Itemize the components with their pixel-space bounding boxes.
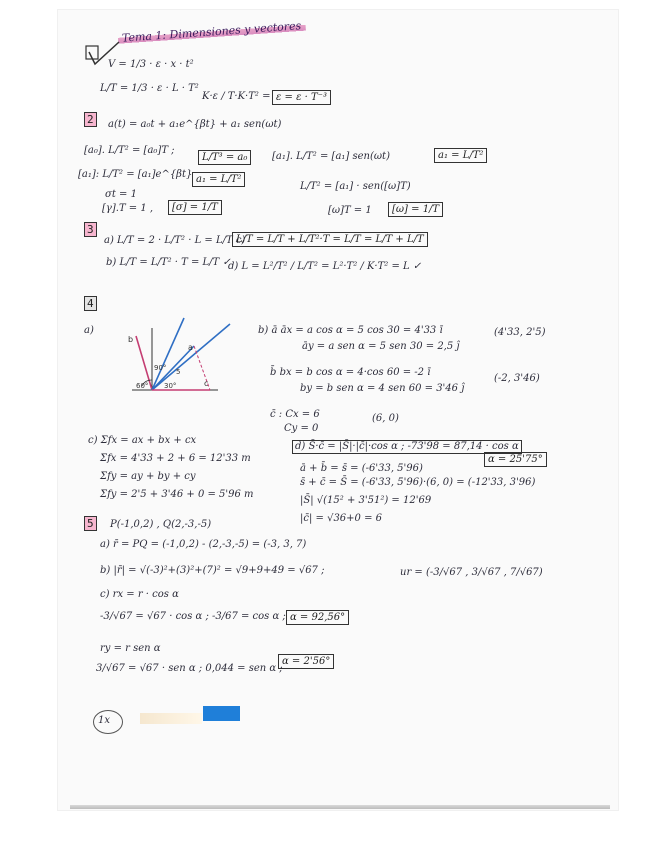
p4-b-result-2: (-2, 3'46) xyxy=(494,373,540,384)
problem-4-number: 4 xyxy=(84,296,97,311)
p4-d-line-3: s̄ + c̄ = S̄ = (-6'33, 5'96)·(6, 0) = (-12'33, 3'96) xyxy=(300,477,536,488)
p4-c-line-2: Σfx = 4'33 + 2 + 6 = 12'33 m xyxy=(100,453,251,464)
p2-box-5: [ω] = 1/T xyxy=(388,202,443,217)
p2-line-4: σt = 1 xyxy=(105,189,137,200)
vector-far-arrow xyxy=(152,324,230,390)
p2-line-5: [γ].T = 1 , xyxy=(102,203,154,214)
p5-header: P(-1,0,2) , Q(2,-3,-5) xyxy=(110,519,212,530)
p4-b-line-1: b) ā āx = a cos α = 5 cos 30 = 4'33 ī xyxy=(258,325,443,336)
label-90: 90° xyxy=(154,364,167,372)
label-5: 5 xyxy=(176,368,181,376)
p1-eq-2: L/T = 1/3 · ε · L · T² xyxy=(100,83,199,94)
p1-eq-1: V = 1/3 · ε · x · t² xyxy=(108,59,194,70)
p2-box-3: a₁ = L/T² xyxy=(192,172,245,187)
p2-line-6: L/T² = [a₁] · sen([ω]T) xyxy=(300,181,411,192)
p5-part-c-1: c) rx = r · cos α xyxy=(100,589,179,600)
p2-line-1: [a₀]. L/T² = [a₀]T ; xyxy=(84,145,175,156)
p2-line-3: [a₁]: L/T² = [a₁]e^{βt} xyxy=(78,169,193,180)
p4-d-answer: α = 25'75° xyxy=(484,452,547,467)
p4-c-line-4: Σfy = 2'5 + 3'46 + 0 = 5'96 m xyxy=(100,489,254,500)
p4-b-line-6: Cy = 0 xyxy=(284,423,319,434)
p4-c-result: (6, 0) xyxy=(372,413,399,424)
p4-d-line-2: ā + b̄ = s̄ = (-6'33, 5'96) xyxy=(300,463,423,474)
p4-d-line-4: |S̄| √(15² + 3'51²) = 12'69 xyxy=(300,495,432,506)
blue-sticker xyxy=(203,706,240,721)
p1-answer: ε = ε · T⁻³ xyxy=(272,90,331,105)
notebook-page xyxy=(58,10,618,810)
p5-answer-2: α = 2'56° xyxy=(278,654,334,669)
tape-sticker xyxy=(140,713,202,724)
p3-line-d: d) L = L²/T² / L/T² = L²·T² / K·T² = L ✓ xyxy=(228,261,422,272)
p2-equation: a(t) = a₀t + a₁e^{βt} + a₁ sen(ωt) xyxy=(108,119,282,130)
p2-box-1: L/T³ = a₀ xyxy=(198,150,251,165)
p5-part-a: a) r̄ = PQ = (-1,0,2) - (2,-3,-5) = (-3, 3, 7) xyxy=(100,539,307,550)
p5-part-c-3: ry = r sen α xyxy=(100,643,161,654)
p5-unit-vector: ur = (-3/√67 , 3/√67 , 7/√67) xyxy=(400,567,543,578)
vector-mid-arrow xyxy=(152,318,184,390)
p5-part-c-2: -3/√67 = √67 · cos α ; -3/67 = cos α ; xyxy=(100,611,286,622)
score-mark: 1x xyxy=(98,715,111,726)
p3-line-a: a) L/T = 2 · L/T² · L = L/T c) xyxy=(104,235,246,246)
label-c: c xyxy=(204,379,209,388)
p5-part-b: b) |r̄| = √(-3)²+(3)²+(7)² = √9+9+49 = √67 ; xyxy=(100,565,325,576)
p5-part-c-4: 3/√67 = √67 · sen α ; 0,044 = sen α ; xyxy=(96,663,283,674)
p1-eq-3: K·ε / T·K·T² = xyxy=(202,91,271,102)
vector-diagram xyxy=(118,310,248,410)
problem-2-number: 2 xyxy=(84,112,97,127)
page-bottom-edge xyxy=(70,805,610,809)
p4-c-line-3: Σfy = ay + by + cy xyxy=(100,471,196,482)
p4-part-a: a) xyxy=(84,325,94,336)
p4-b-result-1: (4'33, 2'5) xyxy=(494,327,546,338)
problem-3-number: 3 xyxy=(84,222,97,237)
p2-line-2: [a₁]. L/T² = [a₁] sen(ωt) xyxy=(272,151,390,162)
p2-box-2: a₁ = L/T² xyxy=(434,148,487,163)
label-a: a xyxy=(188,343,193,352)
label-30: 30° xyxy=(164,382,177,390)
p3-line-b: b) L/T = L/T² · T = L/T ✓ xyxy=(106,257,231,268)
p4-b-line-2: āy = a sen α = 5 sen 30 = 2,5 ĵ xyxy=(302,341,460,352)
p2-box-4: [σ] = 1/T xyxy=(168,200,222,215)
label-60: 60° xyxy=(136,382,149,390)
page-title: Tema 1: Dimensiones y vectores xyxy=(118,19,306,45)
p4-b-line-3: b̄ bx = b cos α = 4·cos 60 = -2 ī xyxy=(270,367,431,378)
label-b: b xyxy=(128,335,134,344)
p4-b-line-5: c̄ : Cx = 6 xyxy=(270,409,320,420)
p5-answer-1: α = 92,56° xyxy=(286,610,349,625)
p2-line-7: [ω]T = 1 xyxy=(328,205,372,216)
p4-b-line-4: by = b sen α = 4 sen 60 = 3'46 ĵ xyxy=(300,383,465,394)
problem-5-number: 5 xyxy=(84,516,97,531)
p4-d-line-5: |c̄| = √36+0 = 6 xyxy=(300,513,383,524)
p4-c-line-1: c) Σfx = ax + bx + cx xyxy=(88,435,197,446)
p4-d-line-1: d) S̄·c̄ = |S̄|·|c̄|·cos α ; -73'98 = 87,14 · cos α xyxy=(292,440,522,454)
p3-box-c: L/T = L/T + L/T²·T = L/T = L/T + L/T xyxy=(232,232,428,247)
